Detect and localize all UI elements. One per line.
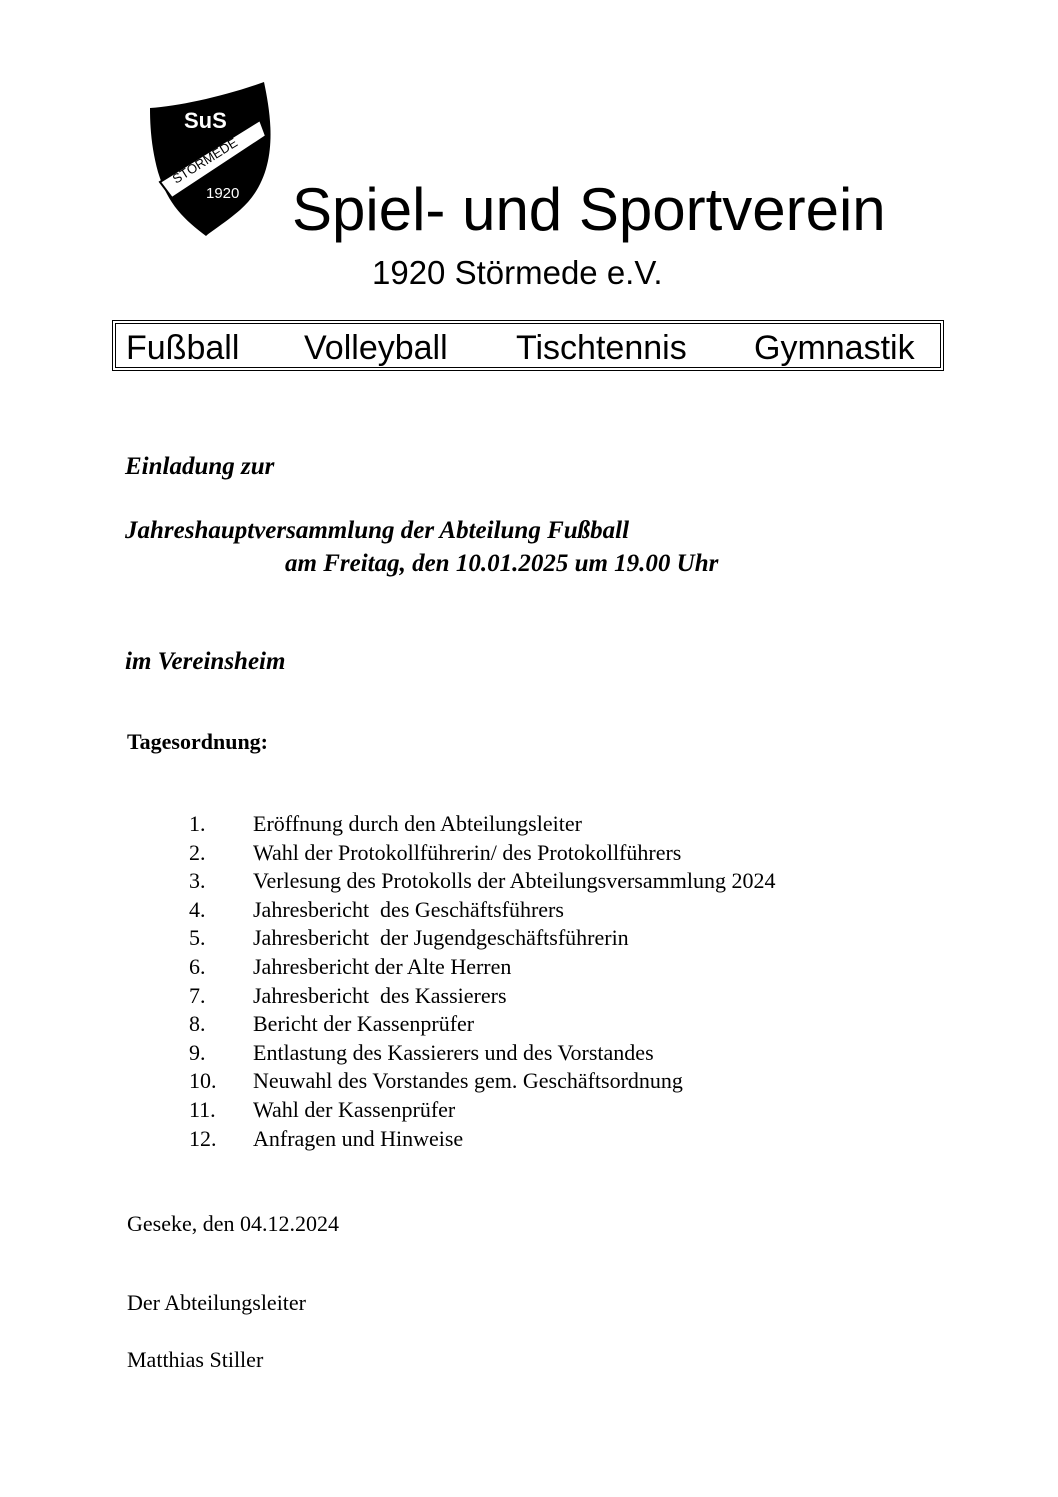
- invitation-date: am Freitag, den 10.01.2025 um 19.00 Uhr: [285, 550, 719, 577]
- invitation-heading: Einladung zur: [125, 453, 275, 480]
- svg-text:SuS: SuS: [184, 108, 227, 133]
- department-gymnastik: Gymnastik: [754, 329, 915, 367]
- item-number: 6.: [189, 953, 206, 979]
- item-text: Eröffnung durch den Abteilungsleiter: [253, 811, 582, 836]
- item-text: Jahresbericht des Kassierers: [253, 982, 507, 1008]
- item-number: 4.: [189, 896, 206, 922]
- item-text: Neuwahl des Vorstandes gem. Geschäftsordnung: [253, 1068, 683, 1094]
- svg-text:STÖRMEDE: STÖRMEDE: [169, 134, 241, 187]
- agenda-list: [189, 810, 909, 1153]
- item-text: Jahresbericht der Alte Herren: [253, 953, 512, 979]
- club-subtitle: 1920 Störmede e.V.: [372, 254, 663, 291]
- item-number: 1.: [189, 811, 206, 836]
- list-item: [189, 839, 909, 868]
- signer-role: Der Abteilungsleiter: [127, 1290, 307, 1315]
- list-item: [189, 1039, 909, 1068]
- svg-text:1920: 1920: [206, 185, 240, 202]
- item-number: 5.: [189, 925, 206, 951]
- list-item: [189, 896, 909, 925]
- departments-box: [112, 320, 944, 371]
- list-item: [189, 867, 909, 896]
- item-number: 9.: [189, 1039, 206, 1065]
- club-name: Spiel- und Sportverein: [292, 176, 886, 243]
- agenda-title: Tagesordnung:: [127, 729, 269, 754]
- invitation-location: im Vereinsheim: [125, 648, 286, 675]
- item-text: Verlesung des Protokolls der Abteilungsversammlung 2024: [253, 868, 776, 894]
- item-number: 8.: [189, 1011, 206, 1037]
- signer-name: Matthias Stiller: [127, 1347, 264, 1372]
- item-text: Anfragen und Hinweise: [253, 1125, 464, 1151]
- list-item: [189, 953, 909, 982]
- item-text: Wahl der Kassenprüfer: [253, 1096, 456, 1122]
- item-text: Entlastung des Kassierers und des Vorstandes: [253, 1039, 654, 1065]
- department-tischtennis: Tischtennis: [516, 329, 687, 367]
- department-fussball: Fußball: [126, 329, 240, 367]
- list-item: [189, 924, 909, 953]
- club-logo: [140, 80, 280, 240]
- item-number: 10.: [189, 1068, 217, 1094]
- item-text: Jahresbericht des Geschäftsführers: [253, 896, 564, 922]
- item-text: Bericht der Kassenprüfer: [253, 1011, 475, 1037]
- list-item: [189, 1010, 909, 1039]
- place-date: Geseke, den 04.12.2024: [127, 1211, 340, 1236]
- item-number: 3.: [189, 868, 206, 894]
- department-volleyball: Volleyball: [304, 329, 448, 367]
- item-number: 7.: [189, 982, 206, 1008]
- list-item: [189, 1096, 909, 1125]
- item-number: 2.: [189, 839, 206, 865]
- invitation-event: Jahreshauptversammlung der Abteilung Fußball: [125, 517, 630, 544]
- list-item: [189, 1125, 909, 1154]
- list-item: [189, 1067, 909, 1096]
- list-item: [189, 810, 909, 839]
- list-item: [189, 982, 909, 1011]
- item-text: Wahl der Protokollführerin/ des Protokollführers: [253, 839, 682, 865]
- item-number: 11.: [189, 1096, 216, 1122]
- shield-icon: [140, 80, 280, 240]
- item-number: 12.: [189, 1125, 217, 1151]
- item-text: Jahresbericht der Jugendgeschäftsführerin: [253, 925, 629, 951]
